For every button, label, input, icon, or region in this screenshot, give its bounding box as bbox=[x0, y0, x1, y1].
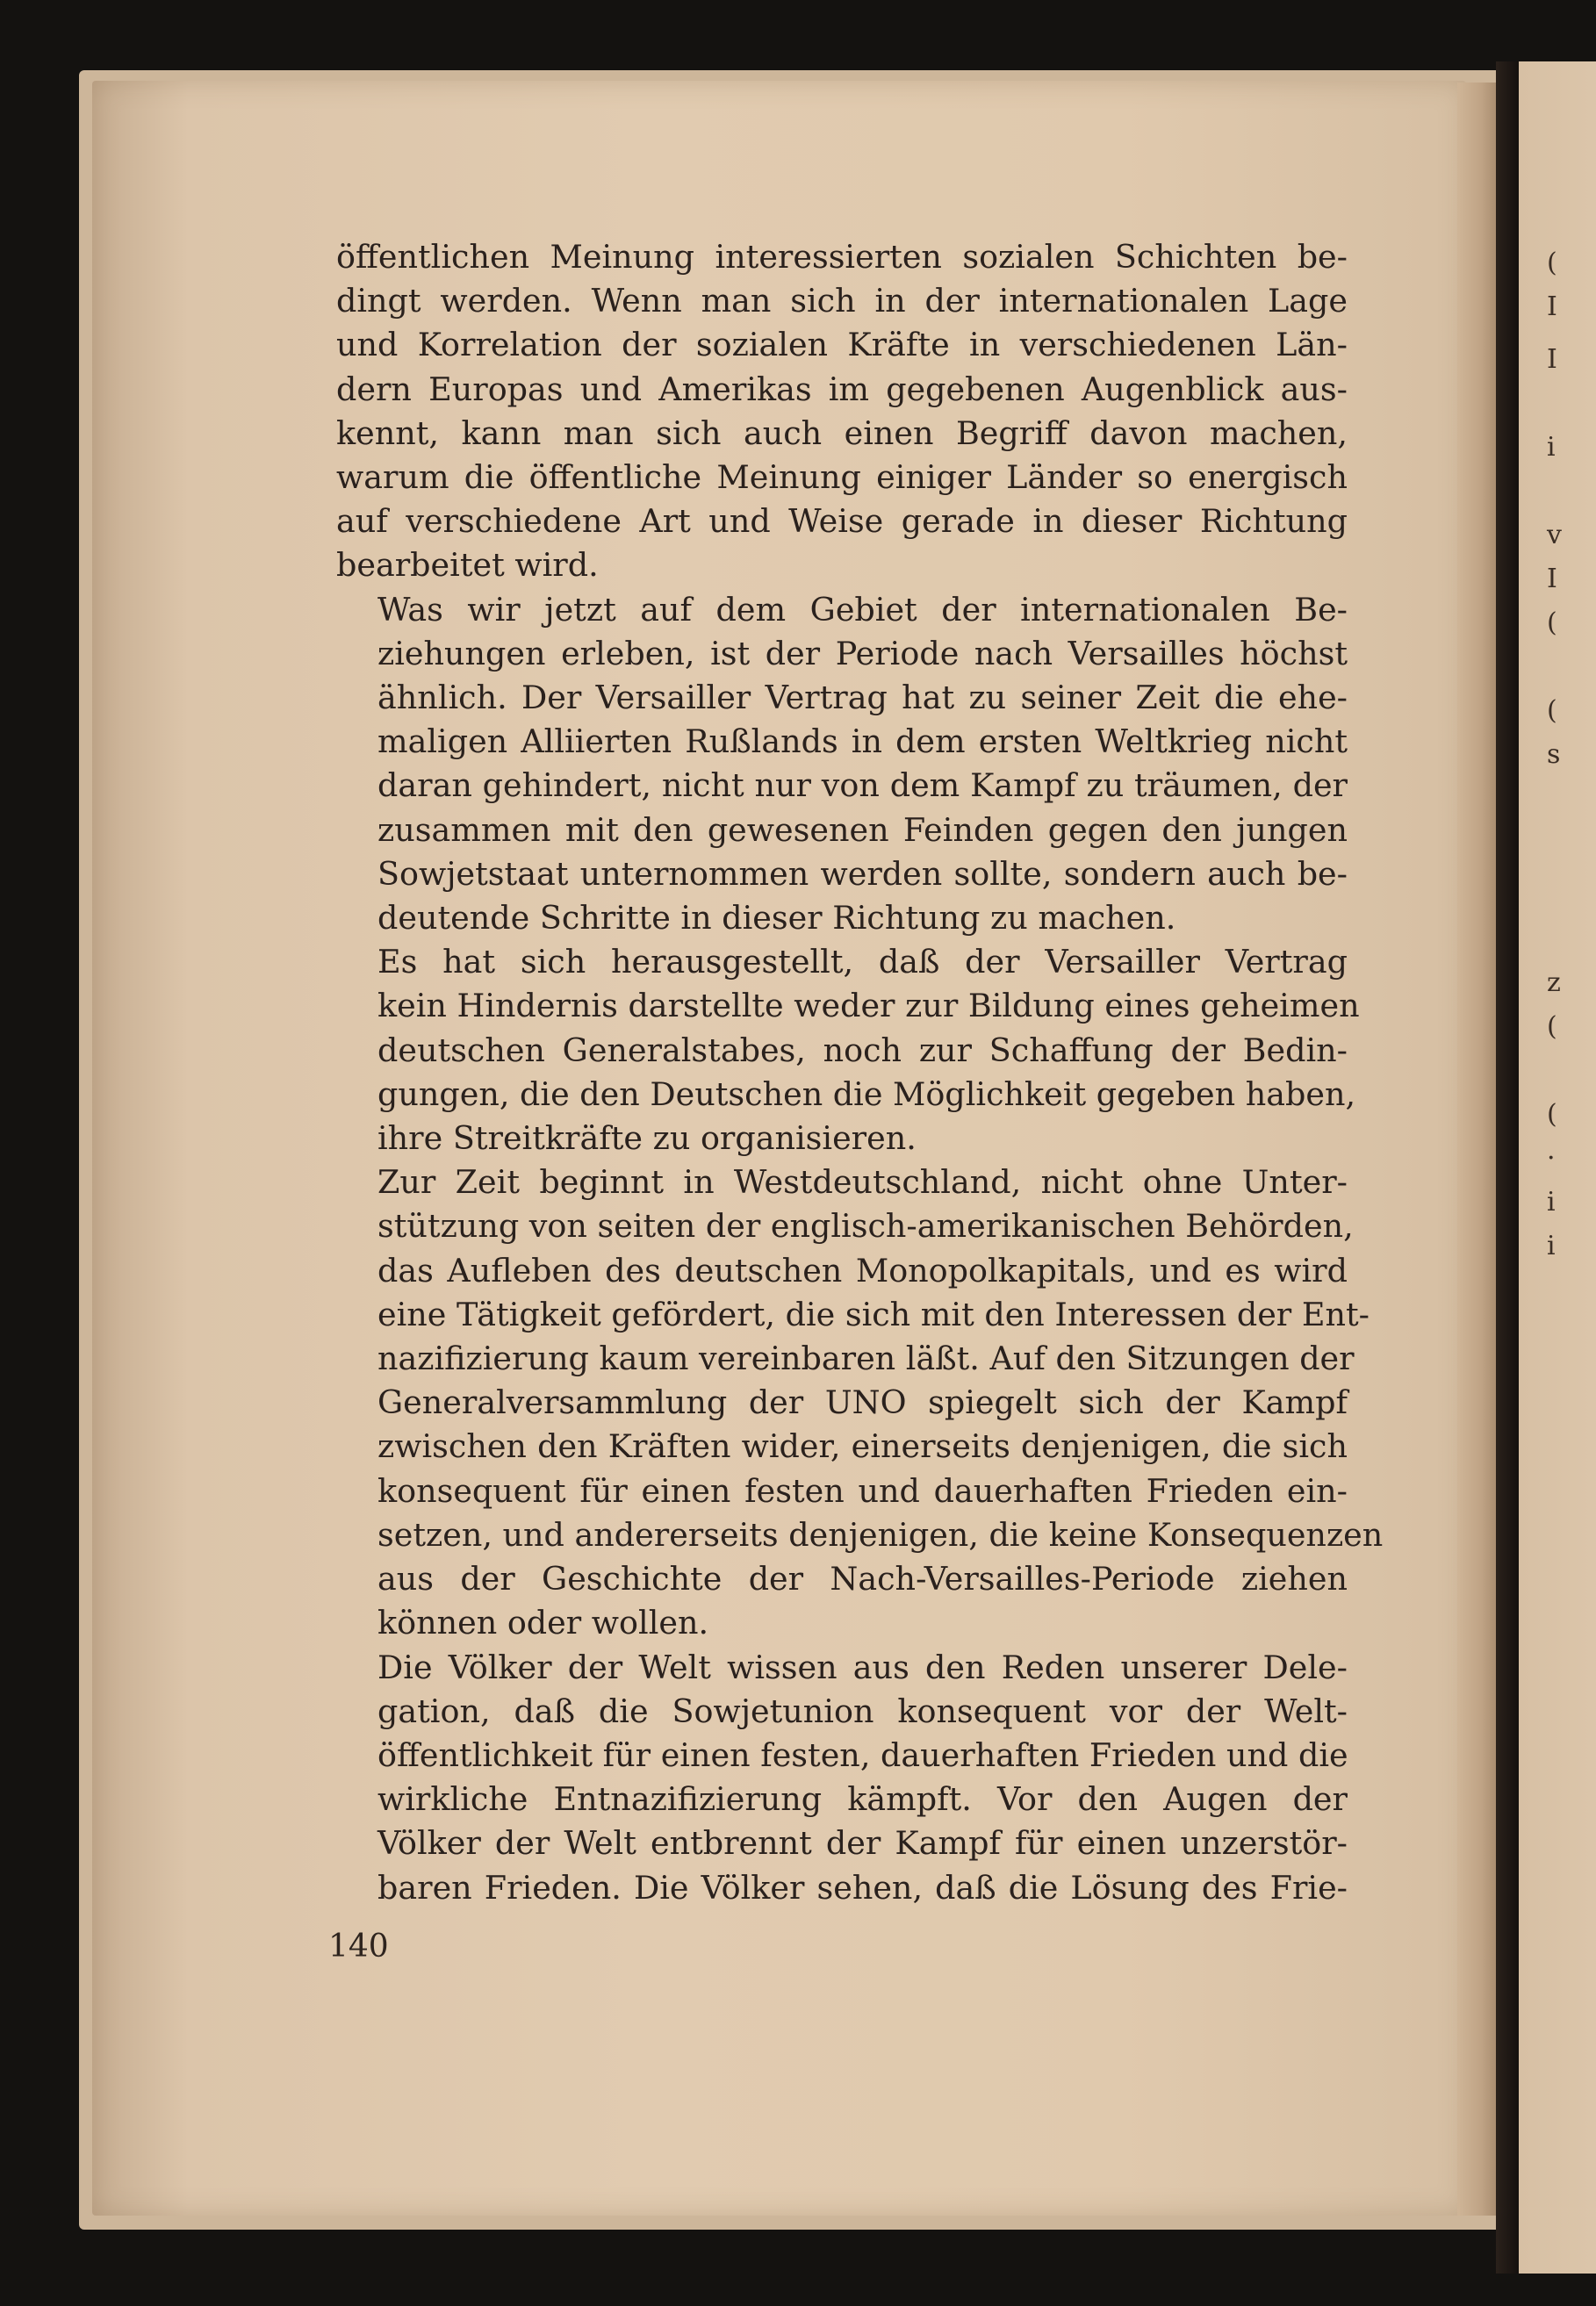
text-line: öffentlichen Meinung interessierten sozialen Schichten be- bbox=[336, 238, 1348, 276]
text-line: bearbeitet wird. bbox=[336, 546, 599, 585]
adjacent-page-letter: ( bbox=[1547, 248, 1557, 278]
text-line: kennt, kann man sich auch einen Begriff davon machen, bbox=[336, 413, 1348, 452]
text-line: und Korrelation der sozialen Kräfte in verschiedenen Län- bbox=[336, 326, 1348, 364]
text-line: dingt werden. Wenn man sich in der internationalen Lage bbox=[336, 282, 1348, 320]
page-edge-stack bbox=[1457, 83, 1498, 2216]
text-line: ähnlich. Der Versailler Vertrag hat zu seiner Zeit die ehe- bbox=[377, 679, 1348, 717]
text-line: warum die öffentliche Meinung einiger Länder so energisch bbox=[336, 458, 1348, 497]
text-line: maligen Alliierten Rußlands in dem ersten Weltkrieg nicht bbox=[377, 722, 1348, 761]
adjacent-page-letter: i bbox=[1547, 432, 1556, 463]
adjacent-page-letter: i bbox=[1547, 1231, 1556, 1261]
text-line: gation, daß die Sowjetunion konsequent vor der Welt- bbox=[377, 1692, 1348, 1730]
adjacent-page-letter: ( bbox=[1547, 1099, 1557, 1130]
paragraph bbox=[336, 940, 1360, 1160]
text-line: eine Tätigkeit gefördert, die sich mit den Interessen der Ent- bbox=[377, 1295, 1370, 1333]
text-line: ziehungen erleben, ist der Periode nach Versailles höchst bbox=[377, 634, 1348, 672]
text-line: kein Hindernis darstellte weder zur Bildung eines geheimen bbox=[377, 987, 1360, 1025]
text-line: Generalversammlung der UNO spiegelt sich der Kampf bbox=[377, 1383, 1348, 1422]
adjacent-page-letter: I bbox=[1547, 344, 1557, 375]
text-line: nazifizierung kaum vereinbaren läßt. Auf den Sitzungen der bbox=[377, 1340, 1355, 1378]
text-line: setzen, und andererseits denjenigen, die keine Konsequenzen bbox=[377, 1515, 1384, 1554]
text-line: gungen, die den Deutschen die Möglichkeit gegeben haben, bbox=[377, 1074, 1356, 1113]
text-line: dern Europas und Amerikas im gegebenen Augenblick aus- bbox=[336, 370, 1348, 408]
text-line: Zur Zeit beginnt in Westdeutschland, nicht ohne Unter- bbox=[377, 1163, 1348, 1202]
text-line: auf verschiedene Art und Weise gerade in dieser Richtung bbox=[336, 502, 1348, 541]
text-line: deutende Schritte in dieser Richtung zu machen. bbox=[377, 899, 1176, 937]
text-line: daran gehindert, nicht nur von dem Kampf zu träumen, der bbox=[377, 766, 1348, 805]
text-line: stützung von seiten der englisch-amerikanischen Behörden, bbox=[377, 1207, 1354, 1246]
adjacent-page-letter: I bbox=[1547, 564, 1557, 594]
text-line: zwischen den Kräften wider, einerseits denjenigen, die sich bbox=[377, 1427, 1348, 1466]
text-line: baren Frieden. Die Völker sehen, daß die Lösung des Frie- bbox=[377, 1868, 1348, 1907]
paragraph bbox=[336, 1160, 1384, 1645]
text-line: öffentlichkeit für einen festen, dauerhaften Frieden und die bbox=[377, 1735, 1348, 1774]
paragraph bbox=[336, 588, 1348, 941]
text-line: Sowjetstaat unternommen werden sollte, sondern auch be- bbox=[377, 854, 1348, 893]
text-line: ihre Streitkräfte zu organisieren. bbox=[377, 1119, 917, 1158]
paragraph bbox=[336, 1646, 1348, 1910]
adjacent-page-letter: · bbox=[1547, 1143, 1556, 1174]
text-line: können oder wollen. bbox=[377, 1604, 709, 1642]
text-line: aus der Geschichte der Nach-Versailles-Periode ziehen bbox=[377, 1560, 1348, 1598]
text-line: Was wir jetzt auf dem Gebiet der internationalen Be- bbox=[377, 590, 1348, 629]
text-line: deutschen Generalstabes, noch zur Schaffung der Bedin- bbox=[377, 1031, 1348, 1069]
paragraph bbox=[336, 235, 1348, 588]
text-line: konsequent für einen festen und dauerhaften Frieden ein- bbox=[377, 1471, 1348, 1510]
page-number: 140 bbox=[328, 1929, 389, 1965]
text-line: Es hat sich herausgestellt, daß der Versailler Vertrag bbox=[377, 943, 1348, 981]
text-line: das Aufleben des deutschen Monopolkapitals, und es wird bbox=[377, 1251, 1348, 1289]
body-text bbox=[336, 235, 1384, 1910]
adjacent-page bbox=[1519, 61, 1596, 2274]
adjacent-page-letter: i bbox=[1547, 1187, 1556, 1218]
text-line: wirkliche Entnazifizierung kämpft. Vor den Augen der bbox=[377, 1780, 1348, 1819]
text-line: zusammen mit den gewesenen Feinden gegen den jungen bbox=[377, 810, 1348, 849]
adjacent-page-letter: I bbox=[1547, 291, 1557, 322]
adjacent-page-letter: z bbox=[1547, 967, 1561, 998]
adjacent-page-letter: v bbox=[1547, 520, 1562, 550]
adjacent-page-letter: s bbox=[1547, 739, 1561, 770]
text-line: Völker der Welt entbrennt der Kampf für einen unzerstör- bbox=[377, 1824, 1348, 1863]
adjacent-page-letter: ( bbox=[1547, 607, 1557, 638]
text-line: Die Völker der Welt wissen aus den Reden unserer Dele- bbox=[377, 1648, 1348, 1686]
adjacent-page-letter: ( bbox=[1547, 695, 1557, 726]
adjacent-page-letter: ( bbox=[1547, 1011, 1557, 1042]
